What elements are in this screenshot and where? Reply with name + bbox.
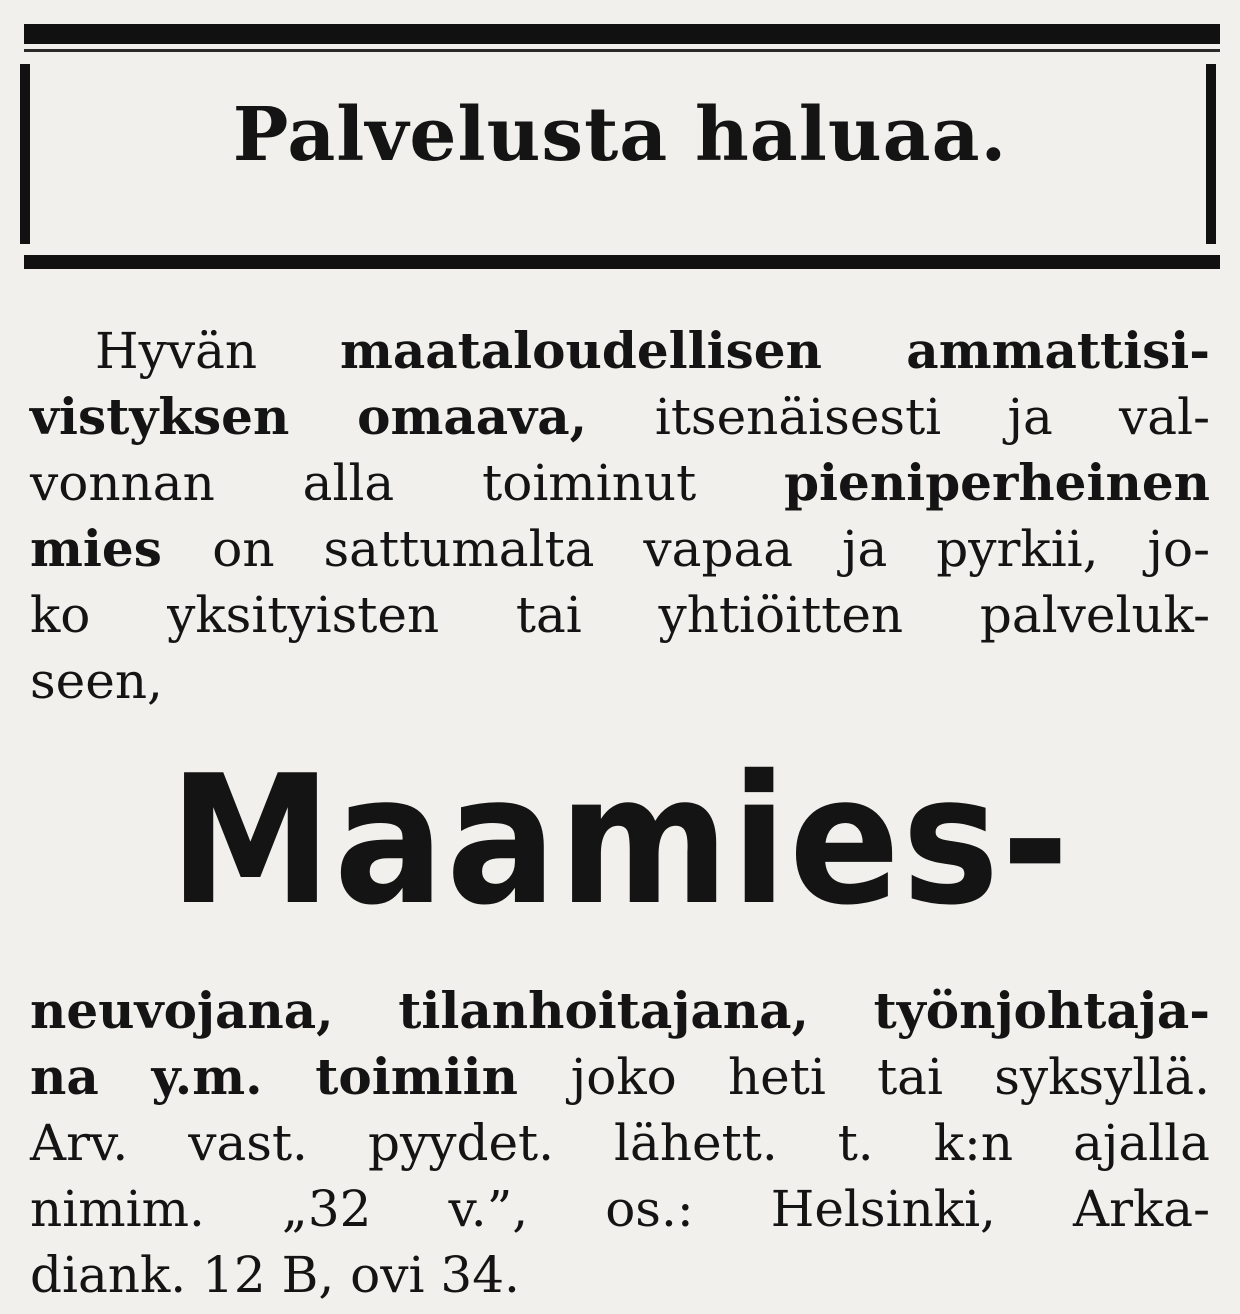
intro-line-1: Hyvän maataloudellisen ammattisi- xyxy=(95,321,1210,380)
outro-line-4: nimim. „32 v.”, os.: Helsinki, Arka- xyxy=(30,1180,1210,1238)
ad-heading: Palvelusta haluaa. xyxy=(232,92,1008,178)
intro-line-4: mies on sattumalta vapaa ja pyrkii, jo- xyxy=(30,519,1210,578)
outro-line-3: Arv. vast. pyydet. lähett. t. k:n ajalla xyxy=(30,1114,1210,1172)
intro-line-3: vonnan alla toiminut pieniperheinen xyxy=(30,453,1210,512)
intro-line-5: ko yksityisten tai yhtiöitten palveluk- xyxy=(30,586,1210,644)
outro-line-1: neuvojana, tilanhoitajana, työnjohtaja- xyxy=(30,981,1210,1040)
intro-line-2: vistyksen omaava, itsenäisesti ja val- xyxy=(30,387,1210,446)
intro-line-6: seen, xyxy=(30,652,163,710)
bottom-border xyxy=(24,255,1220,269)
headline-maamies: Maamies- xyxy=(169,737,1071,944)
top-border xyxy=(24,24,1220,44)
top-thin-rule xyxy=(24,49,1220,52)
outro-line-5: diank. 12 B, ovi 34. xyxy=(30,1246,520,1304)
outro-line-2: na y.m. toimiin joko heti tai syksyllä. xyxy=(30,1047,1210,1106)
